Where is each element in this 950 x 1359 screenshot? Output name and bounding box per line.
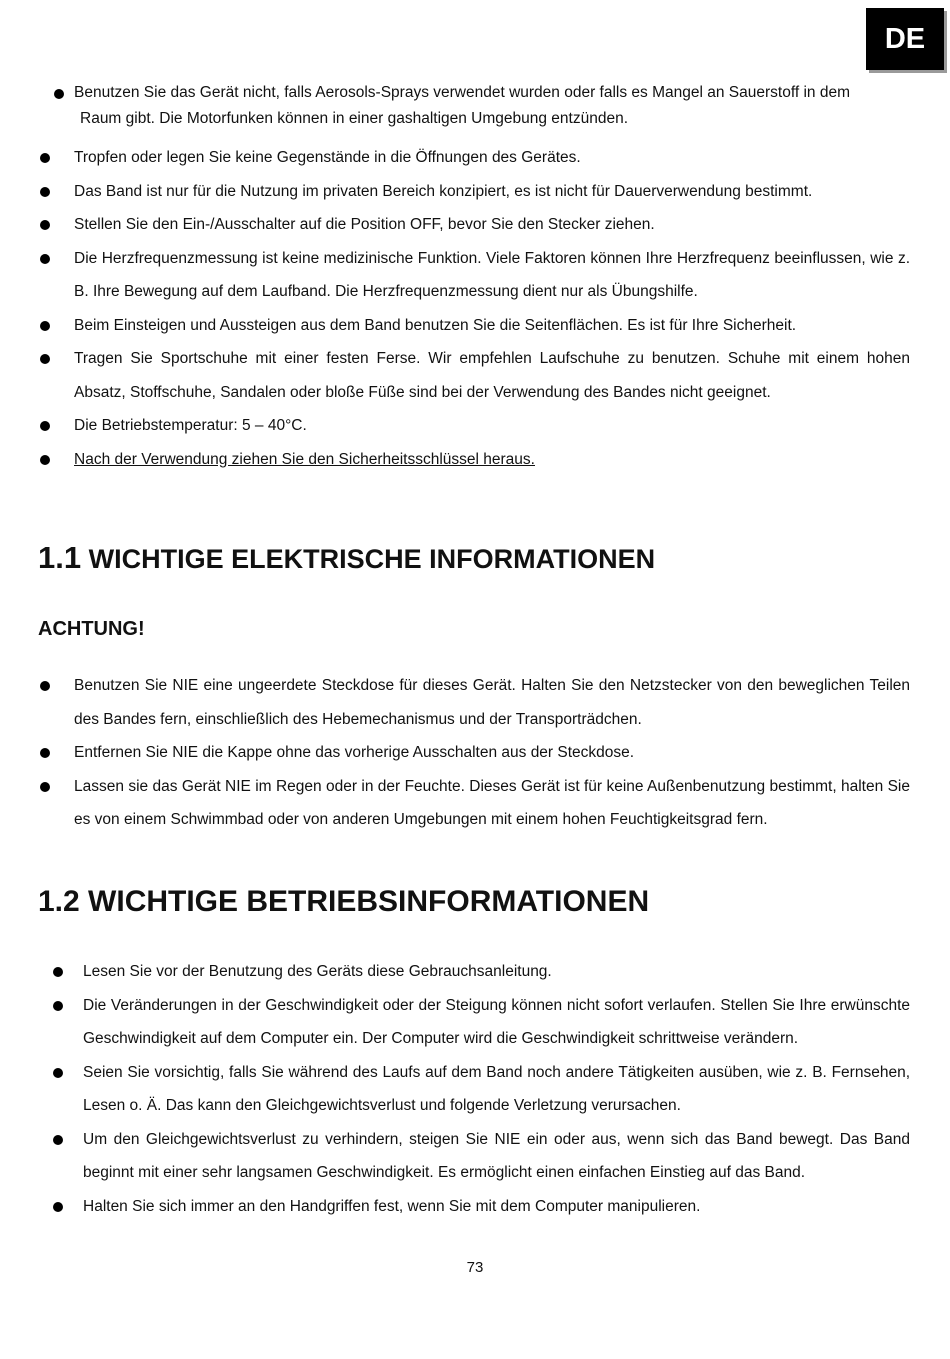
list-item: Tropfen oder legen Sie keine Gegenstände in die Öffnungen des Gerätes.	[74, 141, 910, 175]
section-heading-1-2: 1.2 WICHTIGE BETRIEBSINFORMATIONEN	[38, 885, 650, 918]
section-title: WICHTIGE ELEKTRISCHE INFORMATIONEN	[88, 544, 656, 574]
list-item	[74, 80, 910, 132]
list-item: Seien Sie vorsichtig, falls Sie während des Laufs auf dem Band noch andere Tätigkeiten ausüben, wie z. B. Fernsehen, Lesen o. Ä. Das kann den Gleichgewichtsverlust und folgende Verletzung verursachen.	[83, 1056, 910, 1123]
list-item: Um den Gleichgewichtsverlust zu verhindern, steigen Sie NIE ein oder aus, wenn sich das Band bewegt. Das Band beginnt mit einer sehr langsamen Geschwindigkeit. Es ermöglicht einen einfachen Einstieg auf das Band.	[83, 1123, 910, 1190]
list-item: Die Betriebstemperatur: 5 – 40°C.	[74, 409, 910, 443]
list-item: Stellen Sie den Ein-/Ausschalter auf die Position OFF, bevor Sie den Stecker ziehen.	[74, 208, 910, 242]
list-item-line: Benutzen Sie das Gerät nicht, falls Aerosols-Sprays verwendet wurden oder falls es Mangel an Sauerstoff in dem	[74, 84, 850, 101]
list-item: Halten Sie sich immer an den Handgriffen fest, wenn Sie mit dem Computer manipulieren.	[83, 1190, 910, 1224]
safety-list	[74, 80, 910, 476]
list-item: Tragen Sie Sportschuhe mit einer festen Ferse. Wir empfehlen Laufschuhe zu benutzen. Schuhe mit einem hohen Absatz, Stoffschuhe, Sandalen oder bloße Füße sind bei der Verwendung des Bandes nicht geeignet.	[74, 342, 910, 409]
list-item: Entfernen Sie NIE die Kappe ohne das vorherige Ausschalten aus der Steckdose.	[74, 736, 910, 770]
list-item	[74, 443, 910, 477]
section-number: 1.1	[38, 540, 82, 575]
list-item: Die Herzfrequenzmessung ist keine medizinische Funktion. Viele Faktoren können Ihre Herzfrequenz beeinflussen, wie z. B. Ihre Bewegung auf dem Laufband. Die Herzfrequenzmessung dient nur als Übungshilfe.	[74, 242, 910, 309]
list-item-line: Raum gibt. Die Motorfunken können in einer gashaltigen Umgebung entzünden.	[80, 110, 629, 127]
warning-heading: ACHTUNG!	[38, 618, 145, 640]
language-badge: DE	[866, 8, 944, 70]
section-heading-1-1	[38, 540, 655, 576]
list-item: Beim Einsteigen und Aussteigen aus dem Band benutzen Sie die Seitenflächen. Es ist für Ihre Sicherheit.	[74, 309, 910, 343]
list-item: Lassen sie das Gerät NIE im Regen oder in der Feuchte. Dieses Gerät ist für keine Außenbenutzung bestimmt, halten Sie es von einem Schwimmbad oder von anderen Umgebungen mit einem hohen Feuchtigkeitsgrad fern.	[74, 770, 910, 837]
list-item-underlined-text: Nach der Verwendung ziehen Sie den Sicherheitsschlüssel heraus.	[74, 450, 535, 468]
list-item: Das Band ist nur für die Nutzung im privaten Bereich konzipiert, es ist nicht für Dauerverwendung bestimmt.	[74, 175, 910, 209]
operation-list	[83, 955, 910, 1223]
page-number: 73	[466, 1259, 484, 1276]
list-item: Die Veränderungen in der Geschwindigkeit oder der Steigung können nicht sofort verlaufen. Stellen Sie Ihre erwünschte Geschwindigkeit auf dem Computer ein. Der Computer wird die Geschwindigkeit schrittweise verändern.	[83, 989, 910, 1056]
list-item: Lesen Sie vor der Benutzung des Geräts diese Gebrauchsanleitung.	[83, 955, 910, 989]
list-item: Benutzen Sie NIE eine ungeerdete Steckdose für dieses Gerät. Halten Sie den Netzstecker von den beweglichen Teilen des Bandes fern, einschließlich des Hebemechanismus und der Transporträdchen.	[74, 669, 910, 736]
electrical-list	[74, 669, 910, 837]
